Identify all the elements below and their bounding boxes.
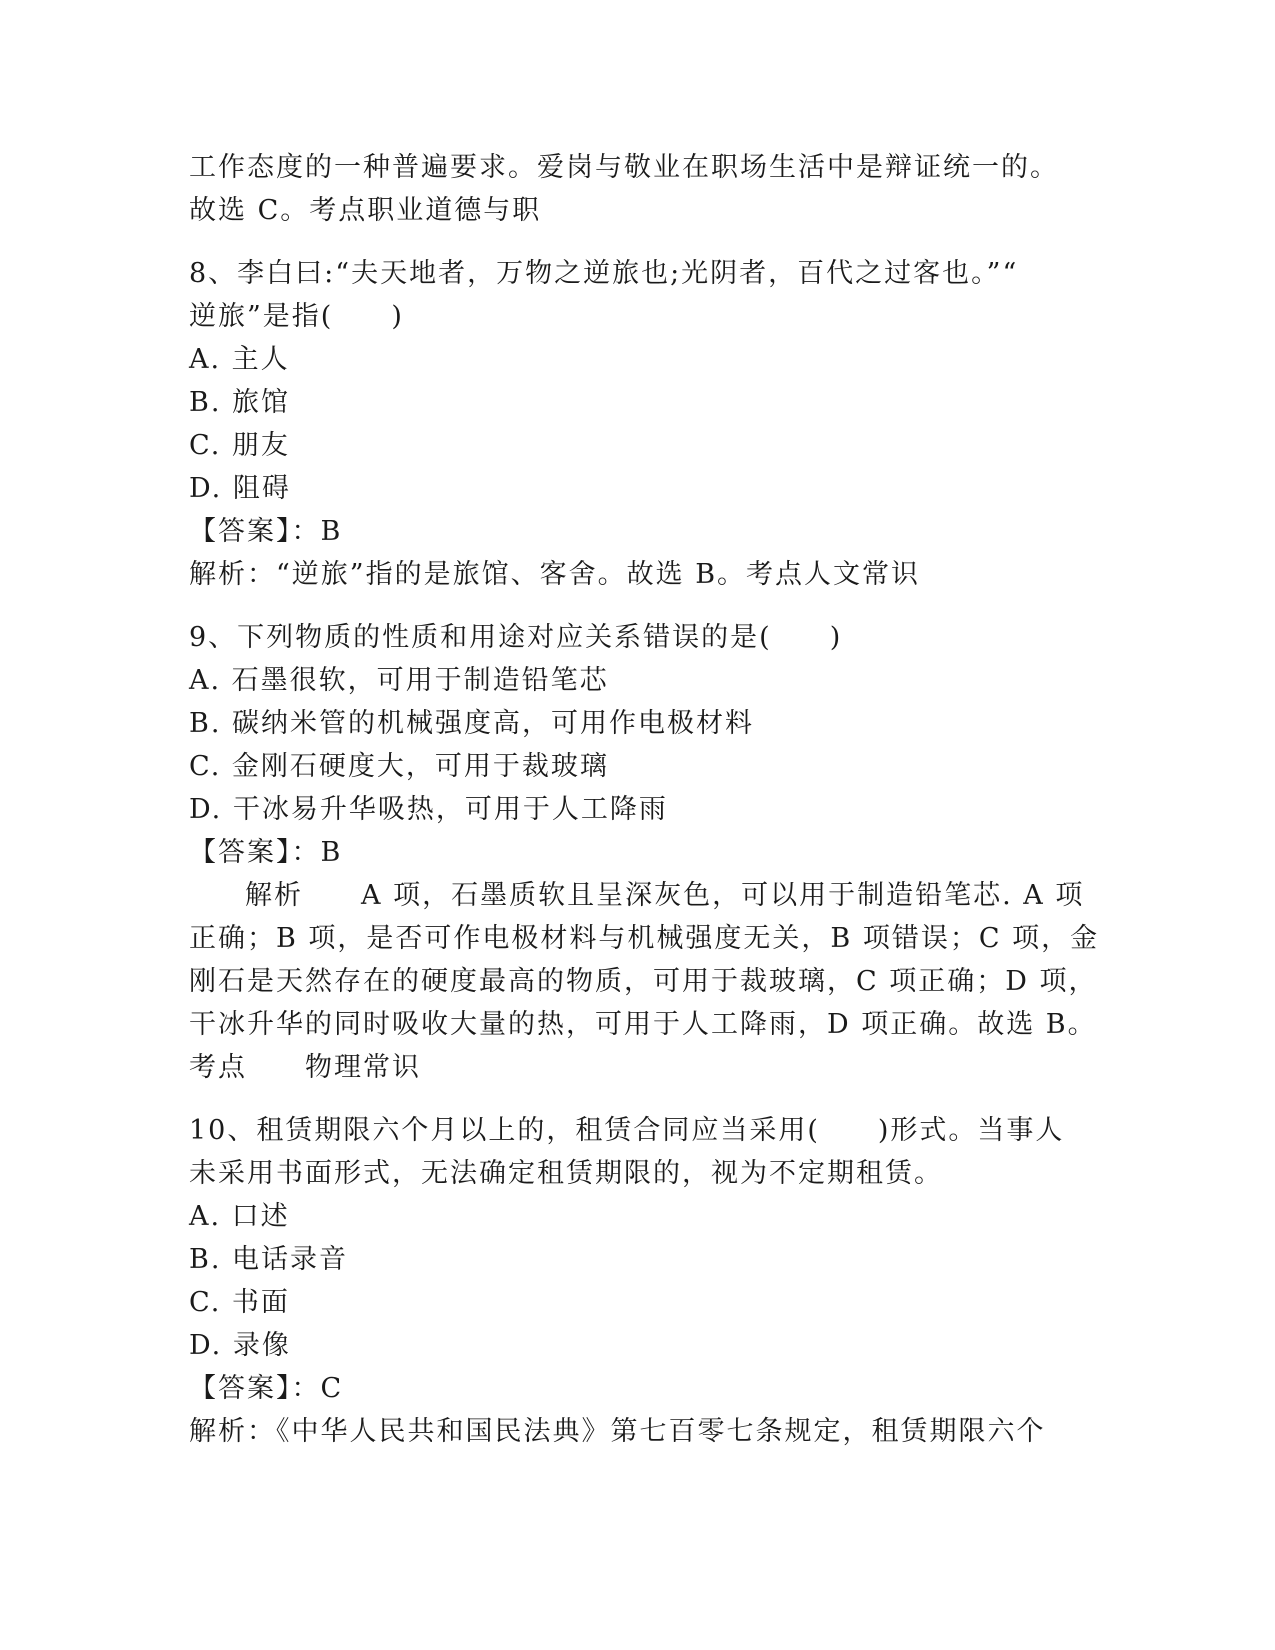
option-c: C. 朋友: [189, 430, 290, 461]
option-c: C. 书面: [189, 1287, 290, 1318]
option-d: D. 干冰易升华吸热，可用于人工降雨: [189, 794, 668, 825]
analysis-line: 正确；B 项，是否可作电极材料与机械强度无关，B 项错误；C 项，金: [189, 923, 1100, 954]
question-stem: 9、下列物质的性质和用途对应关系错误的是( ): [189, 622, 843, 653]
answer: 【答案】：B: [189, 516, 343, 547]
document-page: [189, 146, 1100, 1453]
intro-line: 工作态度的一种普遍要求。爱岗与敬业在职场生活中是辩证统一的。: [189, 152, 1059, 183]
analysis-line: 解析 A 项，石墨质软且呈深灰色，可以用于制造铅笔芯. A 项: [245, 880, 1085, 911]
option-a: A. 主人: [189, 344, 290, 375]
option-a: A. 石墨很软，可用于制造铅笔芯: [189, 665, 609, 696]
question-stem: 10、租赁期限六个月以上的，租赁合同应当采用( )形式。当事人: [189, 1115, 1065, 1146]
answer: 【答案】：C: [189, 1373, 344, 1404]
option-b: B. 电话录音: [189, 1244, 349, 1275]
option-b: B. 碳纳米管的机械强度高，可用作电极材料: [189, 708, 755, 739]
question-stem: 未采用书面形式，无法确定租赁期限的，视为不定期租赁。: [189, 1158, 943, 1189]
option-d: D. 录像: [189, 1330, 291, 1361]
option-d: D. 阻碍: [189, 473, 291, 504]
analysis-line: 干冰升华的同时吸收大量的热，可用于人工降雨，D 项正确。故选 B。: [189, 1009, 1097, 1040]
answer: 【答案】：B: [189, 837, 343, 868]
question-10: [189, 1109, 1089, 1453]
intro-block: [189, 146, 1089, 232]
analysis: 解析：“逆旅”指的是旅馆、客舍。故选 B。考点人文常识: [189, 559, 921, 590]
question-stem: 8、李白曰:“夫天地者，万物之逆旅也;光阴者，百代之过客也。”“: [189, 258, 1019, 289]
question-9: [189, 616, 1100, 1089]
analysis: 解析：《中华人民共和国民法典》第七百零七条规定，租赁期限六个: [189, 1416, 1046, 1447]
analysis-line: 考点 物理常识: [189, 1052, 421, 1083]
question-8: [189, 252, 1089, 596]
question-stem: 逆旅”是指( ): [189, 301, 404, 332]
option-c: C. 金刚石硬度大，可用于裁玻璃: [189, 751, 609, 782]
intro-line: 故选 C。考点职业道德与职: [189, 195, 542, 226]
analysis-line: 刚石是天然存在的硬度最高的物质，可用于裁玻璃，C 项正确；D 项，: [189, 966, 1098, 997]
option-b: B. 旅馆: [189, 387, 291, 418]
option-a: A. 口述: [189, 1201, 290, 1232]
